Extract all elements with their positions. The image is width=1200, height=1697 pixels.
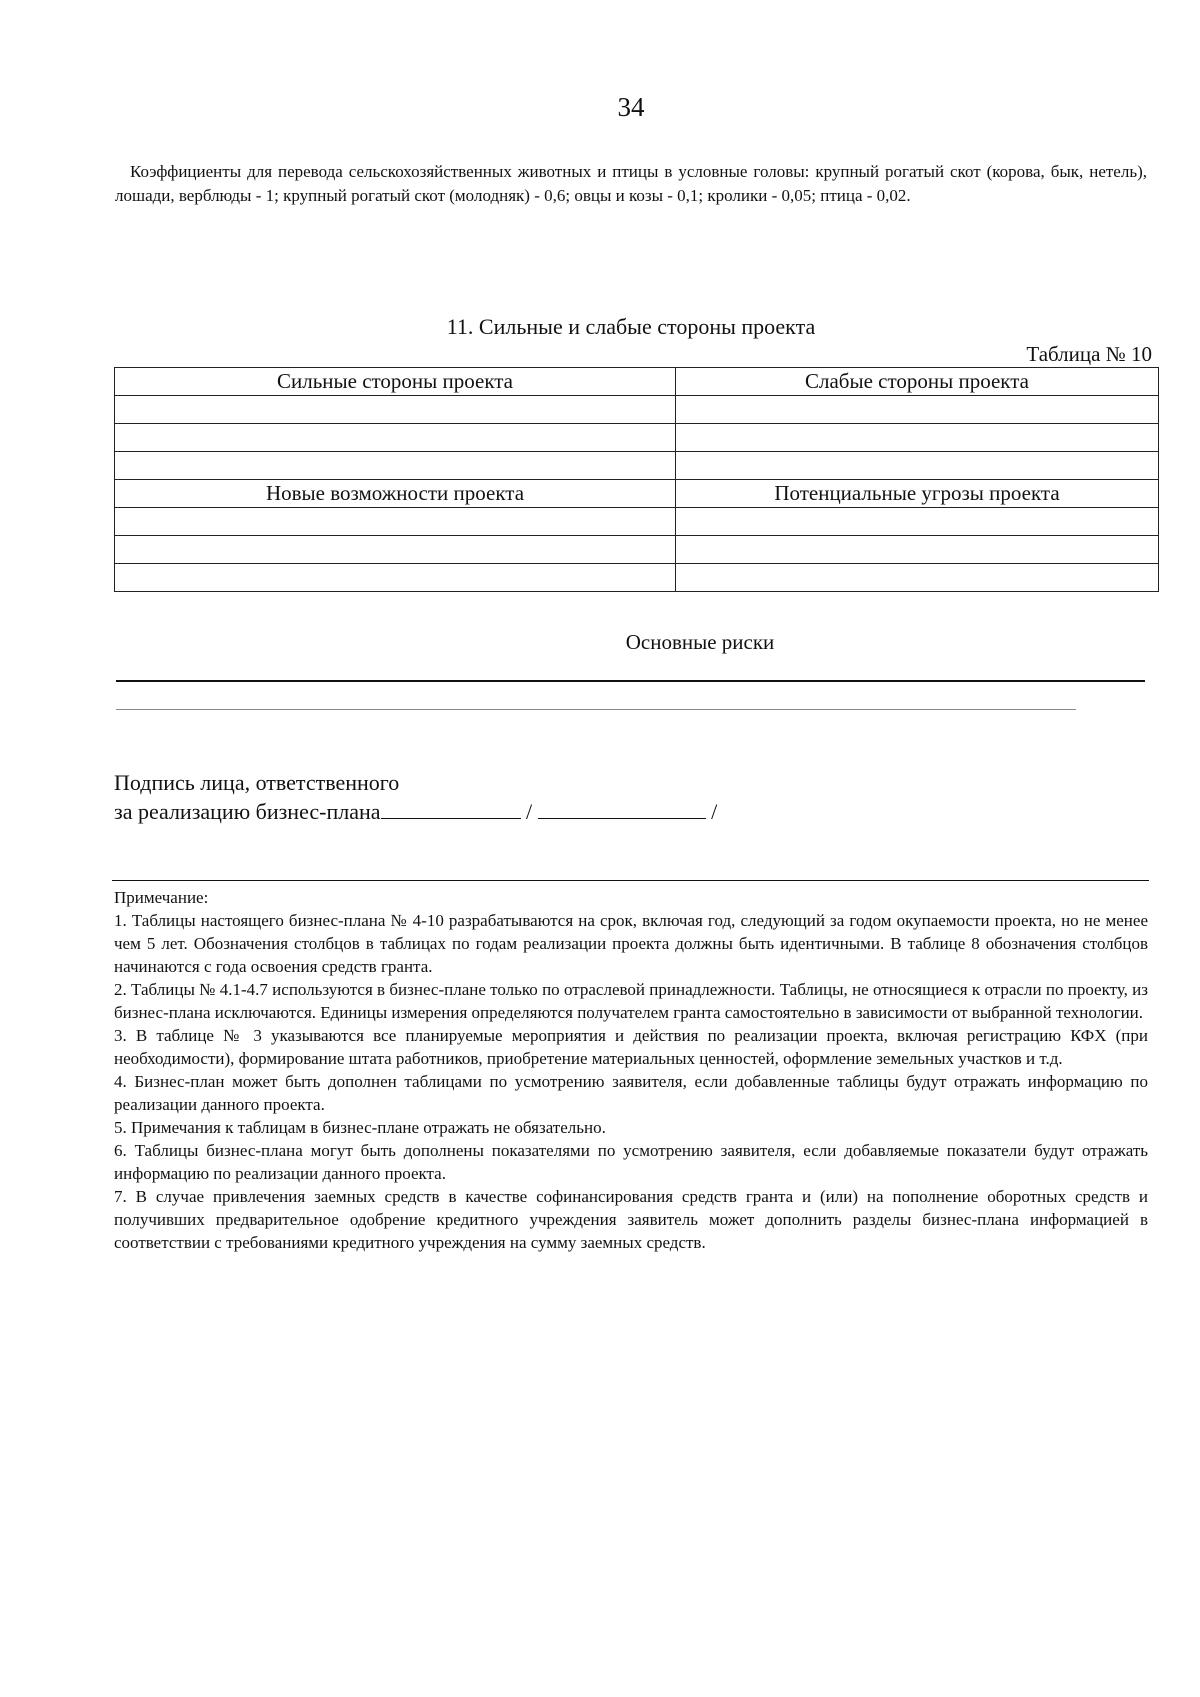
note-item: 6. Таблицы бизнес-плана могут быть дополнены показателями по усмотрению заявителя, если добавляемые показатели будут отражать информацию по реализации данного проекта. <box>114 1141 1148 1183</box>
strength-cell[interactable] <box>115 424 676 452</box>
table-label: Таблица № 10 <box>1026 342 1152 366</box>
notes-section <box>114 886 1148 1254</box>
threat-cell[interactable] <box>676 508 1159 536</box>
threat-cell[interactable] <box>676 536 1159 564</box>
swot-empty-row <box>115 396 1159 424</box>
risks-title: Основные риски <box>625 630 775 654</box>
strength-cell[interactable] <box>115 452 676 480</box>
swot-empty-row <box>115 564 1159 592</box>
weaknesses-header: Слабые стороны проекта <box>676 368 1159 396</box>
threats-header: Потенциальные угрозы проекта <box>676 480 1159 508</box>
section-title: 11. Сильные и слабые стороны проекта <box>446 314 816 339</box>
swot-empty-row <box>115 424 1159 452</box>
signature-block <box>114 768 717 826</box>
signature-label-line2: за реализацию бизнес-плана <box>114 799 381 824</box>
swot-table <box>114 367 1159 592</box>
notes-heading: Примечание: <box>114 888 209 907</box>
opportunity-cell[interactable] <box>115 564 676 592</box>
page-number: 34 <box>617 92 645 122</box>
note-item: 4. Бизнес-план может быть дополнен таблицами по усмотрению заявителя, если добавленные таблицы будут отражать информацию по реализации данного проекта. <box>114 1072 1148 1114</box>
signature-field[interactable] <box>381 798 521 819</box>
note-item: 7. В случае привлечения заемных средств в качестве софинансирования средств гранта и (или) на пополнение оборотных средств и получивших предварительное одобрение кредитного учреждения заявитель может дополнить разделы бизнес-плана информацией в соответствии с требованиями кредитного учреждения на сумму заемных средств. <box>114 1187 1148 1252</box>
risks-line[interactable] <box>116 680 1145 682</box>
note-item: 2. Таблицы № 4.1-4.7 используются в бизнес-плане только по отраслевой принадлежности. Таблицы, не относящиеся к отрасли по проекту, из бизнес-плана исключаются. Единицы измерения определяются получателем гранта самостоятельно в зависимости от выбранной технологии. <box>114 980 1148 1022</box>
signature-line2 <box>114 797 717 826</box>
weakness-cell[interactable] <box>676 396 1159 424</box>
note-item: 1. Таблицы настоящего бизнес-плана № 4-10 разрабатываются на срок, включая год, следующий за годом окупаемости проекта, но не менее чем 5 лет. Обозначения столбцов в таблицах по годам реализации проекта должны быть идентичными. В таблице 8 обозначения столбцов начинаются с года освоения средств гранта. <box>114 911 1148 976</box>
risks-line[interactable] <box>116 709 1076 710</box>
strength-cell[interactable] <box>115 396 676 424</box>
signature-separator: / <box>711 799 718 824</box>
opportunity-cell[interactable] <box>115 508 676 536</box>
swot-header-row <box>115 368 1159 396</box>
swot-header-row <box>115 480 1159 508</box>
strengths-header: Сильные стороны проекта <box>115 368 676 396</box>
signature-name-field[interactable] <box>538 798 706 819</box>
signature-label-line1: Подпись лица, ответственного <box>114 770 400 795</box>
opportunities-header: Новые возможности проекта <box>115 480 676 508</box>
swot-empty-row <box>115 508 1159 536</box>
weakness-cell[interactable] <box>676 424 1159 452</box>
threat-cell[interactable] <box>676 564 1159 592</box>
opportunity-cell[interactable] <box>115 536 676 564</box>
note-item: 5. Примечания к таблицам в бизнес-плане отражать не обязательно. <box>114 1118 606 1137</box>
swot-empty-row <box>115 536 1159 564</box>
weakness-cell[interactable] <box>676 452 1159 480</box>
swot-empty-row <box>115 452 1159 480</box>
signature-separator: / <box>526 799 533 824</box>
intro-paragraph: Коэффициенты для перевода сельскохозяйственных животных и птицы в условные головы: крупный рогатый скот (корова, бык, нетель), лошади, верблюды - 1; крупный рогатый скот (молодняк) - 0,6; овцы и козы - 0,1; кролики - 0,05; птица - 0,02. <box>115 162 1147 205</box>
note-item: 3. В таблице № 3 указываются все планируемые мероприятия и действия по реализации проекта, включая регистрацию КФХ (при необходимости), формирование штата работников, приобретение материальных ценностей, оформление земельных участков и т.д. <box>114 1026 1148 1068</box>
notes-divider <box>112 880 1149 881</box>
